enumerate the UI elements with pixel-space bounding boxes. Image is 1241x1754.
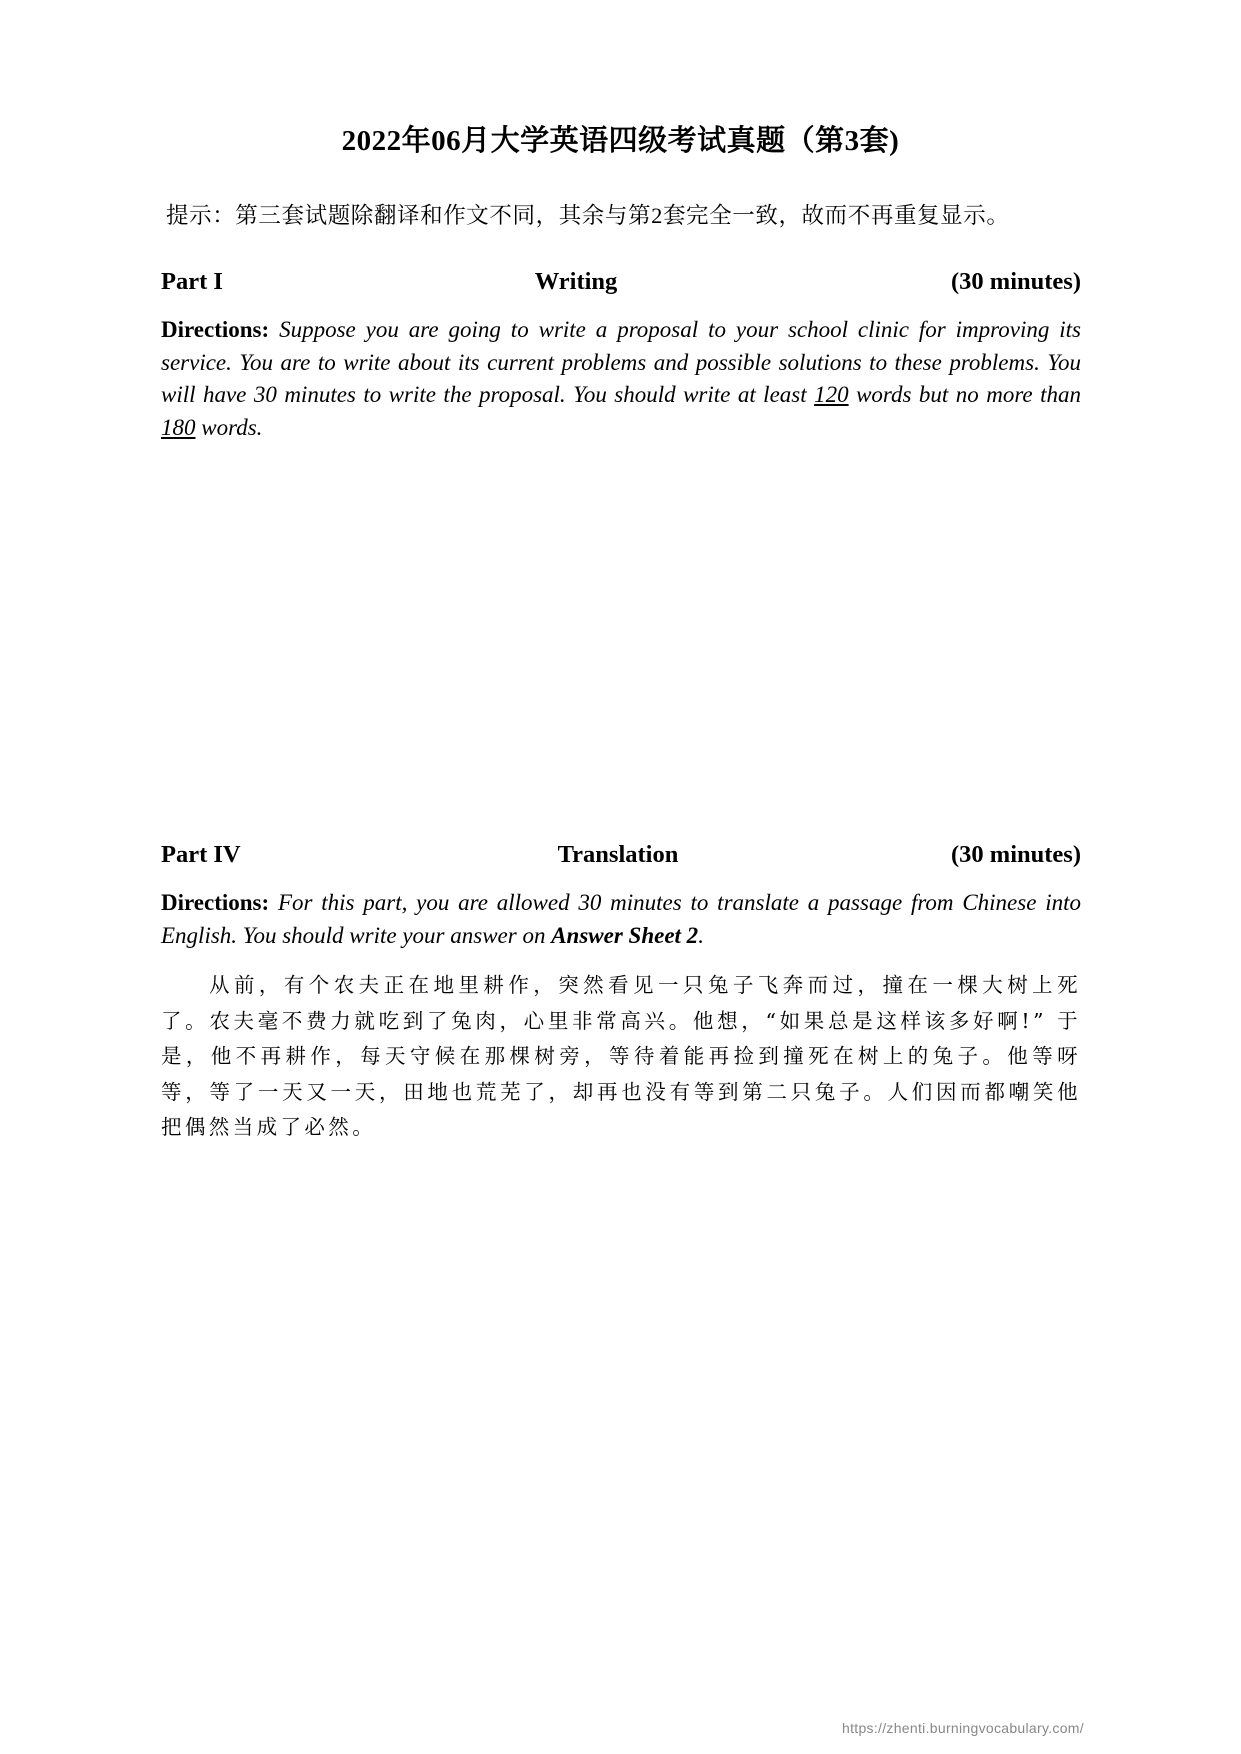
part4-name: Translation	[557, 841, 679, 868]
part1-max-words: 180	[161, 414, 196, 440]
part1-name: Writing	[534, 268, 618, 295]
part1-number: Part I	[161, 268, 223, 295]
part1-header	[161, 268, 1081, 302]
part4-directions	[161, 887, 1081, 952]
part1-directions-text-c: words.	[201, 414, 263, 440]
translation-passage: 从前，有个农夫正在地里耕作，突然看见一只兔子飞奔而过，撞在一棵大树上死了。农夫毫不费力就吃到了兔肉，心里非常高兴。他想，“如果总是这样该多好啊!” 于是，他不再耕作，每天守候在那棵树旁，等待着能再捡到撞死在树上的兔子。他等呀等，等了一天又一天，田地也荒芜了，却再也没有等到第二只兔子。人们因而都嘲笑他把偶然当成了必然。	[161, 973, 1081, 1139]
part4-directions-text-b: .	[698, 922, 704, 948]
part4-directions-label: Directions:	[161, 890, 270, 915]
part1-directions-label: Directions:	[161, 317, 270, 342]
part1-directions-text-b: words but no more than	[856, 382, 1081, 407]
footer-url-link[interactable]: https://zhenti.burningvocabulary.com/	[842, 1720, 1084, 1736]
part1-min-words: 120	[814, 382, 849, 407]
part4-time: (30 minutes)	[951, 841, 1081, 868]
part4-number: Part IV	[161, 841, 241, 868]
part4-answer-sheet: Answer Sheet 2	[551, 922, 699, 948]
part4-header	[161, 841, 1081, 875]
part1-time: (30 minutes)	[951, 268, 1081, 295]
page-title: 2022年06月大学英语四级考试真题（第3套)	[341, 125, 900, 157]
part1-directions-text-a: Suppose you are going to write a proposal to your school clinic for improving its service. You are to write about its current problems and possible solutions to these problems. You will have 30 minutes to write the proposal. You should write at least	[161, 317, 1081, 407]
hint-note: 提示：第三套试题除翻译和作文不同，其余与第2套完全一致，故而不再重复显示。	[166, 203, 1010, 228]
part4-directions-text-a: For this part, you are allowed 30 minutes to translate a passage from Chinese into English. You should write your answer on	[161, 890, 1081, 948]
part1-directions	[161, 314, 1081, 444]
